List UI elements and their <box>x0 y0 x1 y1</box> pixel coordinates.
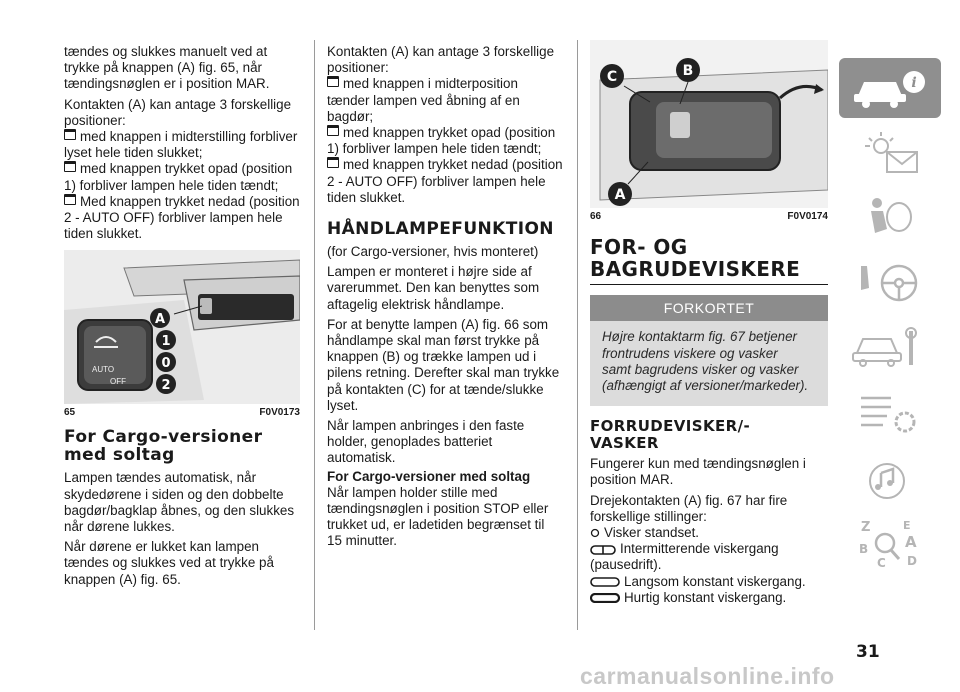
text-line: knappen (B) og trække lampen ud i <box>327 349 537 365</box>
svg-text:B: B <box>859 542 869 556</box>
callout-c: C <box>606 69 618 85</box>
airbag-safety-icon <box>847 193 927 243</box>
hand-lamp-illustration <box>590 40 828 208</box>
text-line: håndlampe skal man først trykke på <box>327 333 540 349</box>
italic-note-box <box>590 321 828 406</box>
text-line: aftagelig elektrisk håndlampe. <box>327 296 505 312</box>
chapter-safety[interactable] <box>833 188 941 248</box>
car-service-icon <box>847 323 927 373</box>
text-line: Højre kontaktarm fig. 67 betjener <box>602 329 797 345</box>
section-heading: HÅNDLAMPEFUNKTION <box>327 219 554 240</box>
text-line: 2 - AUTO OFF) forbliver lampen hele <box>64 210 283 226</box>
settings-list-icon <box>847 388 927 438</box>
paragraph <box>327 317 565 414</box>
chapter-multimedia[interactable] <box>833 448 941 508</box>
svg-text:E: E <box>903 519 911 532</box>
text-line: (afhængigt af versioner/markeder). <box>602 378 809 393</box>
text-line: trykke på knappen (A) fig. 65, når <box>64 60 262 76</box>
car-info-icon <box>850 66 930 110</box>
svg-text:i: i <box>911 75 917 91</box>
svg-text:Z: Z <box>861 520 871 535</box>
svg-text:A: A <box>905 533 917 551</box>
svg-text:C: C <box>877 556 886 570</box>
heading-line: med soltag <box>64 445 175 466</box>
bullet-item: med knappen trykket nedad (position <box>327 157 565 173</box>
text-line: knappen (A) fig. 65. <box>64 571 181 587</box>
column-divider <box>577 40 578 630</box>
subheading: For Cargo-versioner med soltag <box>327 468 531 484</box>
figure-number: 65 <box>64 407 76 419</box>
text-line: 2 - AUTO OFF) forbliver lampen hele <box>327 173 546 189</box>
figure-caption <box>64 407 300 418</box>
figure-code: F0V0173 <box>259 407 300 419</box>
bullet-item: med knappen i midterposition <box>327 76 565 92</box>
paragraph <box>590 456 828 488</box>
text-line: Kontakten (A) kan antage 3 forskellige <box>327 44 555 59</box>
wiper-item-slow: Langsom konstant viskergang. <box>590 574 828 590</box>
paragraph <box>64 539 300 588</box>
paragraph <box>64 97 300 129</box>
column-right <box>590 40 828 606</box>
abbreviation-banner: FORKORTET <box>590 295 828 321</box>
paragraph <box>327 485 565 550</box>
section-heading <box>590 418 828 452</box>
text-line: tændingsnøglen er i position MAR. <box>64 76 270 92</box>
text-line: tændes og slukkes ved at trykke på <box>64 555 274 571</box>
bullet-item: Med knappen trykket nedad (position <box>64 194 300 210</box>
chapter-index[interactable] <box>833 513 941 573</box>
text-line: lyset hele tiden slukket; <box>64 145 203 161</box>
bullet-item: med knappen trykket opad (position <box>327 125 565 141</box>
text-line: Lampen er monteret i højre side af <box>327 264 532 280</box>
ceiling-lamp-switch-illustration <box>64 250 300 404</box>
column-divider <box>314 40 315 630</box>
off-label: OFF <box>110 377 126 387</box>
text-line: når dørene lukkes. <box>64 519 175 535</box>
text-line: (pausedrift). <box>590 557 662 573</box>
section-heading <box>590 236 828 280</box>
text-line: Kontakten (A) kan antage 3 forskellige <box>64 96 292 112</box>
bullet-item: med knappen trykket opad (position <box>64 161 300 177</box>
paragraph <box>327 244 565 260</box>
text-line: 1) forbliver lampen hele tiden tændt; <box>64 177 279 193</box>
paragraph <box>327 418 565 467</box>
heading-line: VASKER <box>590 434 659 453</box>
text-line: For at benytte lampen (A) fig. 66 som <box>327 316 549 332</box>
text-line: holder, genoplades batteriet <box>327 434 493 450</box>
column-middle <box>327 44 565 549</box>
figure-caption <box>590 211 828 222</box>
figure-65 <box>64 250 300 404</box>
steering-wheel-icon <box>847 258 927 308</box>
chapter-maintenance[interactable] <box>833 383 941 443</box>
text-line: automatisk. <box>327 450 396 466</box>
text-line: på kontakten (C) for at tænde/slukke <box>327 381 544 397</box>
wiper-item-stop: Visker standset. <box>590 525 828 541</box>
wiper-positions <box>590 525 828 606</box>
auto-label: AUTO <box>92 365 115 375</box>
chapter-warning-lights[interactable] <box>833 123 941 183</box>
paragraph <box>64 44 300 93</box>
text-line: skydedørene i siden og den dobbelte <box>64 486 284 502</box>
wiper-item-intermittent: Intermitterende viskergang <box>590 541 828 557</box>
text-line: Når lampen anbringes i den faste <box>327 418 525 434</box>
text-line: tiden slukket. <box>64 226 143 242</box>
chapter-knowing-car[interactable] <box>839 58 941 118</box>
text-line: position MAR. <box>590 472 674 488</box>
heading-rule <box>590 284 828 285</box>
heading-line: BAGRUDEVISKERE <box>590 257 801 281</box>
heading-line: FORRUDEVISKER/- <box>590 417 751 436</box>
wiper-off-icon <box>590 528 600 538</box>
wiper-slow-icon <box>590 577 620 587</box>
text-line: pilens retning. Derefter skal man trykke <box>327 365 560 381</box>
callout-1: 1 <box>161 334 171 350</box>
heading-line: For Cargo-versioner <box>64 427 263 448</box>
text-line: tiden slukket. <box>327 189 406 205</box>
callout-b: B <box>682 63 694 79</box>
paragraph <box>64 470 300 535</box>
paragraph <box>327 264 565 313</box>
heading-line: FOR- OG <box>590 235 688 259</box>
multimedia-icon <box>847 453 927 503</box>
section-heading <box>64 428 300 464</box>
column-left <box>64 44 300 588</box>
wiper-item-fast: Hurtig konstant viskergang. <box>590 590 828 606</box>
watermark: carmanualsonline.info <box>580 663 835 689</box>
text-line: positioner: <box>327 60 389 76</box>
text-line: bagdør; <box>327 108 374 124</box>
text-line: samt bagrudens visker og vasker <box>602 361 799 377</box>
text-line: tændingsnøglen i position STOP eller <box>327 500 549 516</box>
lights-warning-icon <box>847 128 927 178</box>
bullet-list <box>64 129 300 242</box>
callout-a: A <box>154 312 166 328</box>
wiper-fast-icon <box>590 593 620 603</box>
text-line: tændes og slukkes manuelt ved at <box>64 44 268 59</box>
callout-a: A <box>614 187 626 203</box>
text-line: Når lampen holder stille med <box>327 484 498 500</box>
page-number: 31 <box>856 642 880 662</box>
text-line: forskellige stillinger: <box>590 508 707 524</box>
text-line: Når dørene er lukket kan lampen <box>64 539 260 555</box>
callout-2: 2 <box>161 378 171 394</box>
text-line: tænder lampen ved åbning af en <box>327 92 520 108</box>
text-line: varerummet. Den kan benyttes som <box>327 280 540 296</box>
text-line: Lampen tændes automatisk, når <box>64 470 257 486</box>
paragraph <box>590 493 828 525</box>
wiper-intermittent-icon <box>590 545 616 555</box>
text-line: 1) forbliver lampen hele tiden tændt; <box>327 141 542 157</box>
paragraph <box>327 44 565 76</box>
text-line: bagdør/bagklap åbnes, og den slukkes <box>64 502 295 518</box>
figure-code: F0V0174 <box>787 211 828 222</box>
chapter-emergency[interactable] <box>833 318 941 378</box>
text-line: Drejekontakten (A) fig. 67 har fire <box>590 492 788 508</box>
text-line: (for Cargo-versioner, hvis monteret) <box>327 244 539 260</box>
figure-66 <box>590 40 828 208</box>
text-line: trukket ud, er ladetiden begrænset til <box>327 517 545 533</box>
chapter-sidebar <box>833 58 941 578</box>
callout-0: 0 <box>161 356 171 372</box>
chapter-starting-driving[interactable] <box>833 253 941 313</box>
svg-text:D: D <box>907 554 917 568</box>
bullet-item: med knappen i midterstilling forbliver <box>64 129 300 145</box>
text-line: frontrudens viskere og vasker <box>602 345 778 361</box>
text-line: lyset. <box>327 397 359 413</box>
text-line: positioner: <box>64 112 126 128</box>
figure-number: 66 <box>590 211 602 222</box>
text-line: Fungerer kun med tændingsnøglen i <box>590 456 806 472</box>
bullet-list <box>327 76 565 206</box>
text-line: 15 minutter. <box>327 533 397 549</box>
index-az-icon <box>847 513 927 573</box>
